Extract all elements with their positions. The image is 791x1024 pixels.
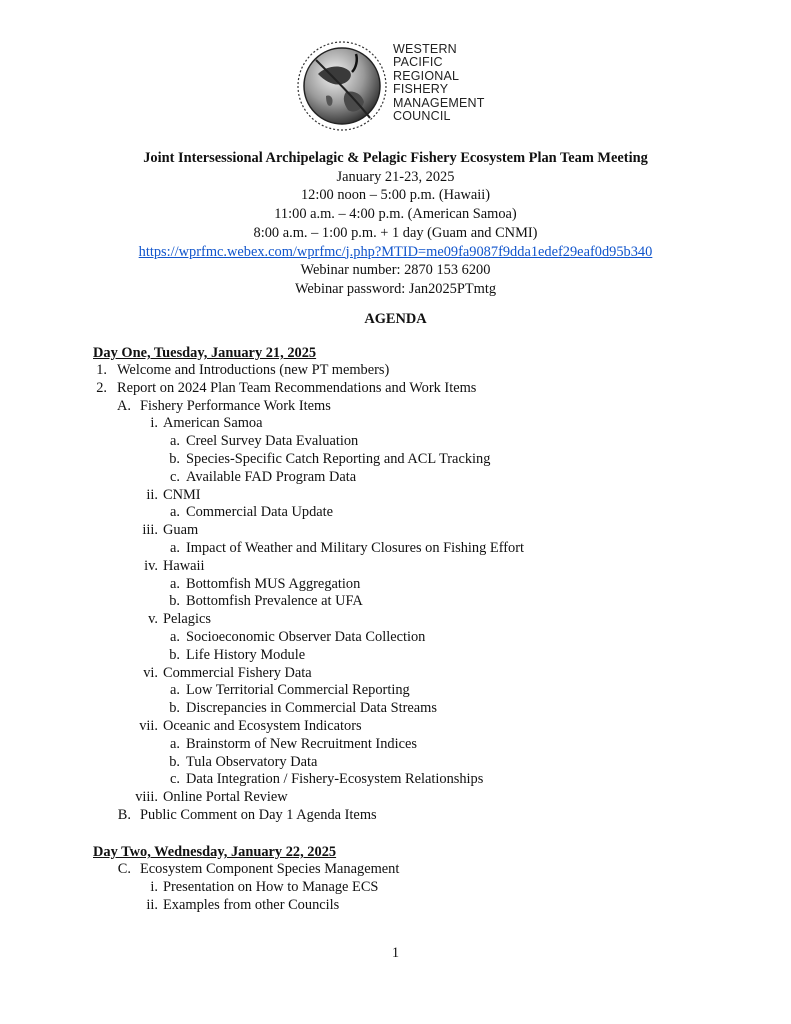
day-two-heading: Day Two, Wednesday, January 22, 2025	[93, 844, 337, 860]
agenda-item-text: CNMI	[163, 486, 201, 503]
agenda-item-marker: c.	[170, 468, 180, 485]
agenda-item-text: Report on 2024 Plan Team Recommendations and Work Items	[117, 379, 477, 396]
agenda-item-text: Hawaii	[163, 557, 205, 574]
webinar-link[interactable]: https://wprfmc.webex.com/wprfmc/j.php?MTID=me09fa9087f9dda1edef29eaf0d95b340	[138, 243, 653, 260]
agenda-item-marker: iv.	[144, 557, 158, 574]
agenda-item-text: Welcome and Introductions (new PT members)	[117, 362, 390, 378]
agenda-item-text: Data Integration / Fishery-Ecosystem Relationships	[186, 771, 484, 788]
globe-seal-icon	[296, 40, 388, 132]
org-name-line: MANAGEMENT	[393, 95, 485, 110]
org-name-line: WESTERN	[393, 42, 457, 56]
agenda-item-marker: a.	[170, 575, 180, 592]
agenda-item-text: Guam	[163, 522, 199, 539]
agenda-item-text: Ecosystem Component Species Management	[140, 861, 400, 877]
agenda-item-marker: ii.	[146, 486, 158, 503]
agenda-item-marker: a.	[170, 735, 180, 752]
agenda-item-marker: b.	[169, 593, 180, 610]
meeting-header	[0, 149, 791, 299]
agenda-item-text: Species-Specific Catch Reporting and ACL Tracking	[186, 451, 491, 467]
agenda-item-text: Available FAD Program Data	[186, 468, 357, 485]
organization-name	[393, 43, 485, 123]
agenda-item-text: Low Territorial Commercial Reporting	[186, 682, 410, 699]
agenda-item-marker: b.	[169, 700, 180, 717]
agenda-item-marker: 1.	[96, 362, 107, 378]
agenda-item-marker: B.	[117, 807, 131, 823]
agenda-item-marker: C.	[117, 861, 131, 877]
agenda-item-marker: 2.	[96, 379, 107, 396]
day-one-heading: Day One, Tuesday, January 21, 2025	[93, 345, 317, 361]
agenda-item-marker: a.	[170, 540, 180, 556]
org-name-line: COUNCIL	[393, 109, 451, 124]
agenda-item-text: Brainstorm of New Recruitment Indices	[186, 735, 417, 752]
meeting-title: Joint Intersessional Archipelagic & Pelagic Fishery Ecosystem Plan Team Meeting	[143, 150, 648, 166]
agenda-item-text: Tula Observatory Data	[186, 753, 318, 770]
agenda-item-text: Creel Survey Data Evaluation	[186, 433, 359, 450]
agenda-item-marker: ii.	[146, 896, 158, 913]
agenda-item-marker: b.	[169, 646, 180, 663]
agenda-item-marker: v.	[148, 611, 158, 628]
agenda-item-text: Online Portal Review	[163, 789, 288, 806]
agenda-item-marker: i.	[150, 878, 158, 895]
agenda-item-marker: a.	[170, 682, 180, 699]
agenda-item-marker: A.	[117, 397, 131, 414]
agenda-item-marker: a.	[170, 629, 180, 645]
agenda-item-text: Life History Module	[186, 646, 306, 663]
agenda-item-marker: i.	[150, 415, 158, 432]
agenda-item-text: Discrepancies in Commercial Data Streams	[186, 700, 437, 717]
webinar-number: Webinar number: 2870 153 6200	[300, 262, 491, 279]
meeting-dates: January 21-23, 2025	[336, 168, 455, 185]
agenda-item-marker: b.	[169, 753, 180, 770]
agenda-item-text: Pelagics	[163, 611, 211, 628]
time-guam-cnmi: 8:00 a.m. – 1:00 p.m. + 1 day (Guam and CNMI)	[253, 224, 538, 241]
agenda-item-marker: a.	[170, 433, 180, 450]
agenda-heading: AGENDA	[364, 311, 427, 327]
agenda-item-text: Bottomfish Prevalence at UFA	[186, 593, 363, 610]
time-hawaii: 12:00 noon – 5:00 p.m. (Hawaii)	[300, 187, 491, 204]
agenda-item-marker: vii.	[139, 718, 158, 734]
agenda-item-text: Commercial Data Update	[186, 504, 334, 521]
agenda-item-text: Presentation on How to Manage ECS	[163, 878, 379, 895]
agenda-item-text: Oceanic and Ecosystem Indicators	[163, 718, 362, 734]
org-name-line: REGIONAL	[393, 68, 460, 83]
agenda-item-text: Impact of Weather and Military Closures on Fishing Effort	[186, 540, 525, 556]
council-logo	[296, 40, 496, 132]
agenda-item-marker: b.	[169, 451, 180, 467]
org-name-line: PACIFIC	[393, 55, 443, 70]
agenda-item-text: Fishery Performance Work Items	[140, 397, 331, 414]
page-number: 1	[391, 945, 400, 961]
agenda-item-text: American Samoa	[163, 415, 263, 432]
agenda-item-marker: c.	[170, 771, 180, 788]
agenda-item-text: Bottomfish MUS Aggregation	[186, 575, 361, 592]
agenda-item-text: Public Comment on Day 1 Agenda Items	[140, 807, 377, 823]
agenda-item-marker: iii.	[142, 522, 158, 539]
agenda-item-marker: viii.	[135, 789, 158, 806]
agenda-item-text: Socioeconomic Observer Data Collection	[186, 629, 426, 645]
agenda-item-text: Commercial Fishery Data	[163, 664, 312, 681]
agenda-item-marker: vi.	[143, 664, 158, 681]
agenda-item-text: Examples from other Councils	[163, 896, 340, 913]
time-american-samoa: 11:00 a.m. – 4:00 p.m. (American Samoa)	[274, 206, 517, 223]
agenda-item-marker: a.	[170, 504, 180, 521]
webinar-password: Webinar password: Jan2025PTmtg	[294, 280, 497, 297]
org-name-line: FISHERY	[393, 82, 449, 97]
